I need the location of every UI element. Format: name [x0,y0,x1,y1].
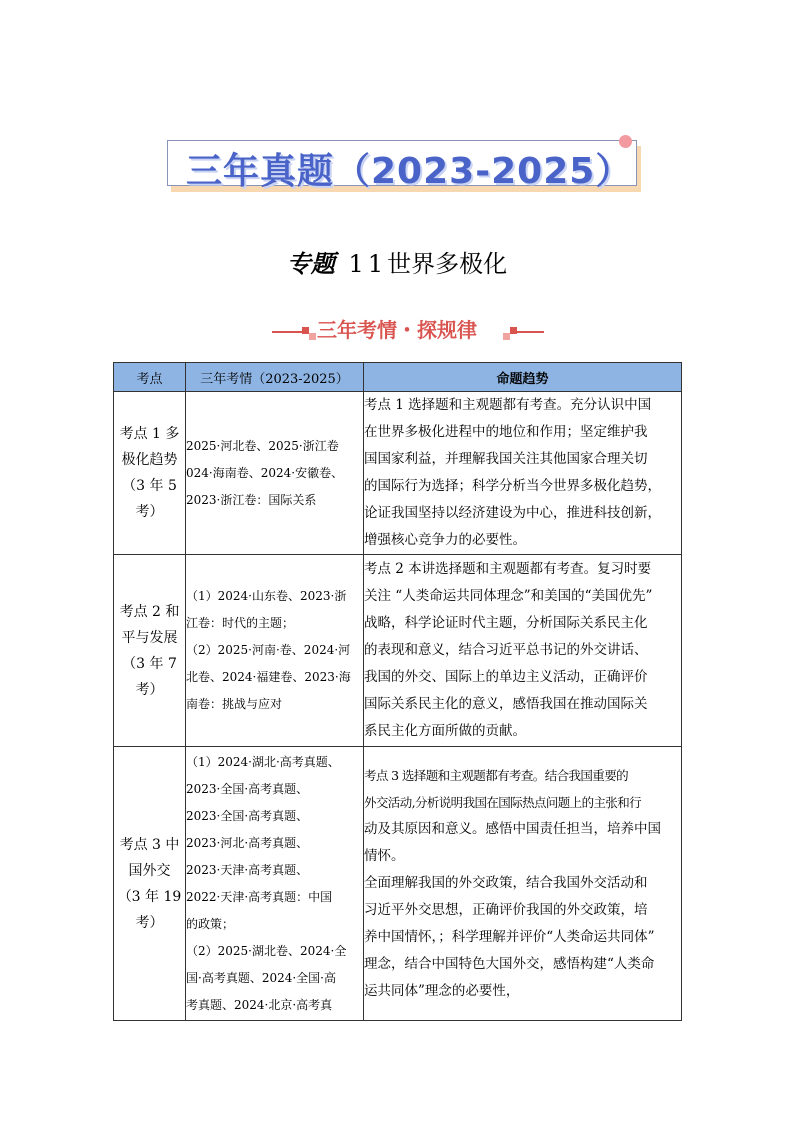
title-banner [167,140,641,192]
sources-cell: （1）2024·山东卷、2023·浙 江卷：时代的主题； （2）2025·河南·卷、2024·河 北卷、2024·福建卷、2023·海 南卷：挑战与应对 [186,555,364,747]
trend-cell: 考点 2 本讲选择题和主观题都有考查。复习时要 关注 “人类命运共同体理念”和美国的“美国优先” 战略，科学论证时代主题，分析国际关系民主化 的表现和意义，结合习近平总书记的外交讲话、 我国的外交、国际上的单边主义活动，正确评价 国际关系民主化的意义，感悟我国在推动国际关 系民主化方面所做的贡献。 [364,555,682,747]
section-right-line [510,331,544,333]
sources-cell: 2025·河北卷、2025·浙江卷 024·海南卷、2024·安徽卷、 2023·浙江卷：国际关系 [186,392,364,555]
header-exam-point: 考点 [114,363,186,392]
trend-cell: 考点 3 选择题和主观题都有考查。结合我国重要的 外交活动,分析说明我国在国际热点问题上的主张和行 动及其原因和意义。感悟中国责任担当，培养中国 情怀。 全面理解我国的外交政策，结合我国外交活动和 习近平外交思想，正确评价我国的外交政策，培 养中国情怀，；科学理解并评价“人类命运共同体” 理念，结合中国特色大国外交，感悟构建“人类命 运共同体”理念的必要性， [364,747,682,1021]
table-row [114,555,682,747]
table-header-row [114,363,682,392]
trend-cell: 考点 1 选择题和主观题都有考查。充分认识中国 在世界多极化进程中的地位和作用；坚定维护我 国国家利益，并理解我国关注其他国家合理关切 的国际行为选择；科学分析当今世界多极化趋势， 论证我国坚持以经济建设为中心，推进科技创新， 增强核心竞争力的必要性。 [364,392,682,555]
section-header [0,312,794,342]
banner-frame [167,140,637,192]
topic-name: 世界多极化 [387,250,508,278]
topic-number: 11 [348,250,388,278]
exam-point-cell: 考点 1 多 极化趋势 （3 年 5 考） [114,392,186,555]
banner-title: 三年真题（2023-2025） [186,151,633,192]
header-three-year: 三年考情（2023-2025） [186,363,364,392]
decorative-dot [619,135,632,148]
exam-point-cell: 考点 2 和 平与发展 （3 年 7 考） [114,555,186,747]
header-trend: 命题趋势 [364,363,682,392]
sources-cell: （1）2024·湖北·高考真题、 2023·全国·高考真题、 2023·全国·高考真题、 2023·河北·高考真题、 2023·天津·高考真题、 2022·天津·高考真题：中国 的政策； （2）2025·湖北卷、2024·全 国·高考真题、2024·全国·高 考真题、2024·北京·高考真 [186,747,364,1021]
section-title: 三年考情・探规律 [317,318,477,342]
table-row [114,747,682,1021]
topic-prefix: 专题 [286,249,335,278]
exam-point-cell: 考点 3 中 国外交 （3 年 19 考） [114,747,186,1021]
table-row [114,392,682,555]
section-right-square [503,333,510,340]
exam-analysis-table [113,362,682,1021]
topic-title [0,244,794,279]
